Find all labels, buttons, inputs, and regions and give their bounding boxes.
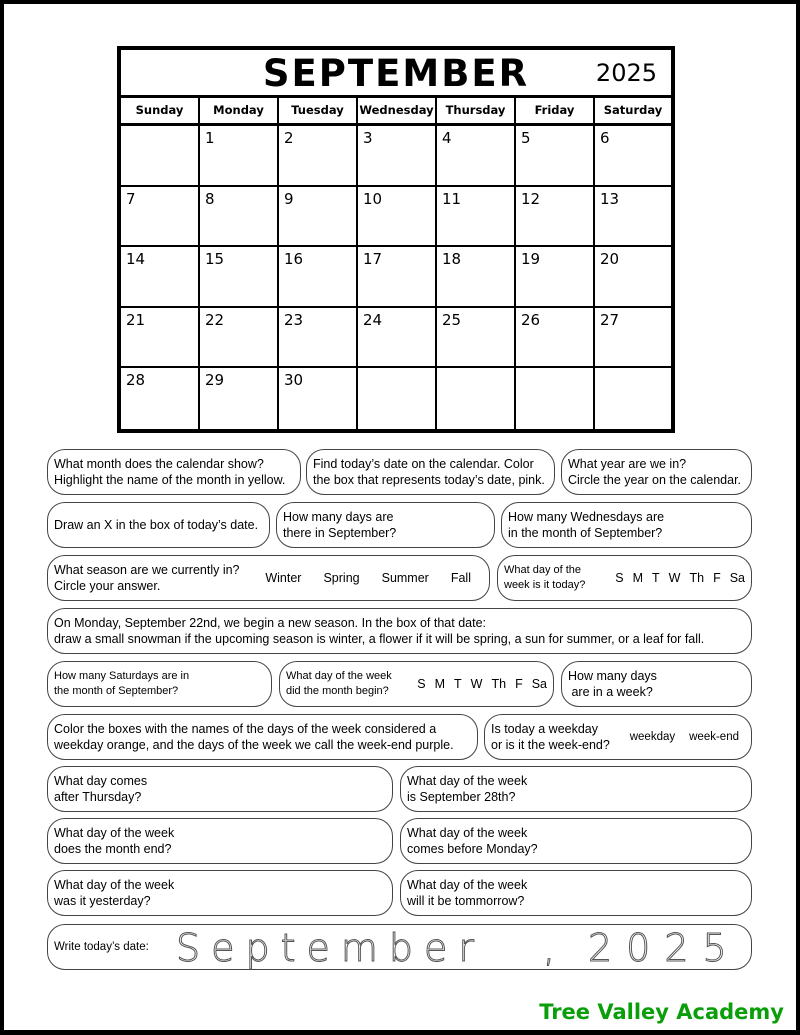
question-text: does the month end? (54, 842, 172, 856)
calendar-day-cell[interactable]: 28 (121, 368, 200, 429)
weekday-options (616, 729, 739, 745)
season-options (243, 570, 471, 586)
question-text: draw a small snowman if the upcoming season is winter, a flower if it will be spring, a sun for summer, or a leaf for fall. (54, 632, 705, 646)
option-weekday[interactable]: weekday (629, 731, 676, 743)
calendar-day-cell[interactable]: 1 (200, 126, 279, 187)
trace-comma: , (543, 926, 567, 970)
calendar-day-cell[interactable]: 9 (279, 187, 358, 248)
question-text: weekday orange, and the days of the week we call the week-end purple. (54, 738, 454, 752)
question-text: What day of the week (407, 826, 528, 840)
question-after-thursday (47, 766, 393, 812)
day-option[interactable]: Sa (531, 677, 547, 691)
question-text: What year are we in? (568, 457, 687, 471)
question-text: Color the boxes with the names of the days of the week considered a (54, 722, 437, 736)
question-year (561, 449, 752, 495)
calendar-empty-cell[interactable] (437, 368, 516, 429)
season-option-summer[interactable]: Summer (381, 571, 429, 585)
question-text: Circle your answer. (54, 579, 161, 593)
question-text: is September 28th? (407, 790, 516, 804)
question-text: On Monday, September 22nd, we begin a new season. In the box of that date: (54, 616, 486, 630)
calendar-day-cell[interactable]: 23 (279, 308, 358, 369)
day-option[interactable]: S (417, 677, 426, 691)
season-option-spring[interactable]: Spring (323, 571, 360, 585)
question-day-today (497, 555, 752, 601)
calendar-day-cell[interactable]: 2 (279, 126, 358, 187)
day-option[interactable]: W (470, 677, 483, 691)
day-option[interactable]: W (668, 571, 681, 585)
question-text: was it yesterday? (54, 894, 151, 908)
day-option[interactable]: T (454, 677, 462, 691)
calendar-header (121, 50, 671, 98)
write-date-field[interactable] (47, 924, 752, 970)
question-yesterday (47, 870, 393, 916)
question-text: How many days are (283, 510, 394, 524)
calendar-empty-cell[interactable] (595, 368, 671, 429)
question-saturdays (47, 661, 272, 707)
question-text: did the month begin? (286, 685, 389, 697)
day-name-thursday[interactable]: Thursday (437, 98, 516, 123)
calendar-day-cell[interactable]: 7 (121, 187, 200, 248)
calendar-day-cell[interactable]: 6 (595, 126, 671, 187)
calendar-day-cell[interactable]: 27 (595, 308, 671, 369)
calendar-day-cell[interactable]: 26 (516, 308, 595, 369)
calendar-day-cell[interactable]: 19 (516, 247, 595, 308)
season-option-winter[interactable]: Winter (265, 571, 302, 585)
question-season (47, 555, 490, 601)
trace-month: September (176, 926, 486, 970)
day-name-friday[interactable]: Friday (516, 98, 595, 123)
question-text: What day of the week (286, 670, 392, 682)
calendar-day-cell[interactable]: 14 (121, 247, 200, 308)
calendar-day-cell[interactable]: 17 (358, 247, 437, 308)
day-option[interactable]: M (434, 677, 446, 691)
calendar-day-cell[interactable]: 5 (516, 126, 595, 187)
calendar-day-cell[interactable]: 13 (595, 187, 671, 248)
calendar-day-cell[interactable]: 24 (358, 308, 437, 369)
calendar-empty-cell[interactable] (121, 126, 200, 187)
question-text: the month of September? (54, 685, 179, 697)
question-text: Is today a weekday (491, 722, 599, 736)
day-option[interactable]: Th (689, 571, 705, 585)
question-text: Find today’s date on the calendar. Color (313, 457, 534, 471)
season-option-fall[interactable]: Fall (450, 571, 471, 585)
question-text: What month does the calendar show? (54, 457, 264, 471)
day-name-tuesday[interactable]: Tuesday (279, 98, 358, 123)
calendar-month[interactable]: SEPTEMBER (262, 52, 530, 95)
question-september-28 (400, 766, 752, 812)
calendar-day-cell[interactable]: 30 (279, 368, 358, 429)
question-color-today-pink (306, 449, 555, 495)
write-date-label: Write today’s date: (54, 941, 149, 953)
question-weekday-or-weekend (484, 714, 752, 760)
question-text: How many days (568, 669, 657, 683)
question-text: Draw an X in the box of today’s date. (54, 518, 259, 532)
question-wednesdays (501, 502, 752, 548)
calendar-day-cell[interactable]: 15 (200, 247, 279, 308)
question-text: How many Wednesdays are (508, 510, 665, 524)
calendar (117, 46, 675, 433)
day-option[interactable]: F (515, 677, 523, 691)
day-name-monday[interactable]: Monday (200, 98, 279, 123)
calendar-day-cell[interactable]: 29 (200, 368, 279, 429)
calendar-empty-cell[interactable] (516, 368, 595, 429)
question-text: What season are we currently in? (54, 563, 240, 577)
question-text: are in a week? (568, 685, 653, 699)
question-text: Highlight the name of the month in yellow. (54, 473, 286, 487)
calendar-day-cell[interactable]: 3 (358, 126, 437, 187)
calendar-day-cell[interactable]: 18 (437, 247, 516, 308)
calendar-day-cell[interactable]: 10 (358, 187, 437, 248)
question-draw-x (47, 502, 270, 548)
question-text: there in September? (283, 526, 397, 540)
question-text: What day of the week (54, 878, 175, 892)
question-color-boxes (47, 714, 478, 760)
day-name-saturday[interactable]: Saturday (603, 103, 663, 117)
question-text: How many Saturdays are in (54, 670, 190, 682)
day-option[interactable]: M (632, 571, 644, 585)
calendar-day-cell[interactable]: 12 (516, 187, 595, 248)
question-text: the box that represents today’s date, pink. (313, 473, 545, 487)
question-text: What day of the week (407, 774, 528, 788)
question-text: in the month of September? (508, 526, 663, 540)
day-option[interactable]: Th (491, 677, 507, 691)
calendar-day-cell[interactable]: 11 (437, 187, 516, 248)
question-month-begin (279, 661, 554, 707)
trace-year: 2025 (588, 926, 741, 970)
question-tomorrow (400, 870, 752, 916)
question-month-end (47, 818, 393, 864)
calendar-day-cell[interactable]: 4 (437, 126, 516, 187)
calendar-grid (121, 126, 671, 429)
day-options (408, 676, 547, 692)
question-text: will it be tommorrow? (407, 894, 525, 908)
day-option[interactable]: F (713, 571, 721, 585)
question-days-in-september (276, 502, 495, 548)
question-text: What day of the week (54, 826, 175, 840)
question-before-monday (400, 818, 752, 864)
calendar-day-cell[interactable]: 22 (200, 308, 279, 369)
question-text: What day of the week (407, 878, 528, 892)
day-name-sunday[interactable]: Sunday (121, 98, 200, 123)
question-text: after Thursday? (54, 790, 142, 804)
question-text: or is it the week-end? (491, 738, 610, 752)
day-options (606, 570, 745, 586)
calendar-empty-cell[interactable] (358, 368, 437, 429)
day-option[interactable]: Sa (729, 571, 745, 585)
question-month-shown (47, 449, 301, 495)
calendar-year[interactable]: 2025 (595, 59, 657, 87)
calendar-day-cell[interactable]: 21 (121, 308, 200, 369)
option-weekend[interactable]: week-end (689, 731, 739, 743)
calendar-day-cell[interactable]: 25 (437, 308, 516, 369)
day-name-wednesday[interactable]: Wednesday (358, 98, 437, 123)
question-text: Circle the year on the calendar. (568, 473, 742, 487)
question-text: week is it today? (504, 579, 586, 591)
question-days-in-week (561, 661, 752, 707)
question-new-season (47, 608, 752, 654)
question-text: What day comes (54, 774, 148, 788)
day-option[interactable]: T (652, 571, 660, 585)
question-text: comes before Monday? (407, 842, 538, 856)
calendar-day-cell[interactable]: 8 (200, 187, 279, 248)
question-text: What day of the (504, 564, 582, 576)
calendar-day-cell[interactable]: 16 (279, 247, 358, 308)
calendar-day-cell[interactable]: 20 (595, 247, 671, 308)
day-names-row (121, 98, 671, 126)
day-option[interactable]: S (615, 571, 624, 585)
brand-logo-text: Tree Valley Academy (539, 1000, 784, 1024)
